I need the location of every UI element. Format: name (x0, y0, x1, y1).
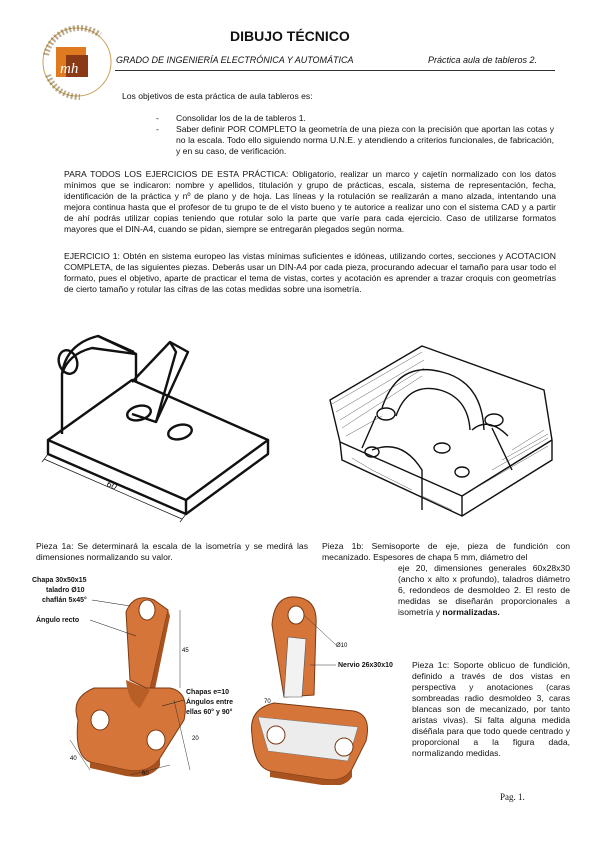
general-instructions: PARA TODOS LOS EJERCICIOS DE ESTA PRÁCTICA: Obligatorio, realizar un marco y cajetín normalizado con los datos mínimos que se indicaron: nombre y apellidos, titulación y grupo de prácticas, escala, sistema de representación, fecha, identificación de la práctica y nº de plano y de hoja. Las líneas y la rotulación se realizarán a mano alzada, intentando una mejora continua hasta que el profesor de tu grupo te de el visto bueno y te autorice a realizar uno con el sistema CAD y a partir de ahí podrás utilizar copias teniendo que rotular solo la parte que varíe para cada ejercicio. Caso de utilizarse formatos mayores que el DIN-A4, cuando se pidan, siempre se entregarán plegados según norma. (64, 169, 556, 234)
label-angulos-2: ellas 60° y 90° (186, 709, 233, 716)
bullet-item: - Saber definir POR COMPLETO la geometría de una pieza con la precisión que aportan las cotas y no la escala. Todo ello siguiendo norma U.N.E. y atendiendo a criterios funcionales, de fabricación, y en su caso, de verificación. (156, 124, 554, 156)
label-chaflan: chaflán 5x45° (42, 597, 87, 604)
caption-piece-1b: eje 20, dimensiones generales 60x28x30 (ancho x alto x profundo), taladros diámetro 6, redondeos de desmoldeo 2. El resto de medidas se diseñarán proporcionales a isometría y normalizadas. (398, 563, 570, 617)
figure-1b-sketch (312, 320, 574, 520)
caption-piece-1b-line1: Pieza 1b: Semisoporte de eje, pieza de fundición con mecanizado. Espesores de chapa 5 mm, diámetro del (322, 541, 570, 562)
dimension-20: 20 (192, 736, 199, 742)
objectives-intro: Los objetivos de esta práctica de aula tableros es: (122, 91, 313, 101)
caption-piece-1c: Pieza 1c: Soporte oblicuo de fundición, definido a través de dos vistas en perspectiva y anotaciones (caras sombreadas radio desmoldeo 3, caras blancas son de mecanizado, por tanto aristas vivas). Si falta alguna medida diséñala para que todo quede centrado y proporcional a la figura dada, normalizando medidas. (412, 660, 570, 758)
dimension-60: 60 (105, 478, 119, 492)
svg-text:mh: mh (60, 61, 79, 77)
exercise-1-statement: EJERCICIO 1: Obtén en sistema europeo las vistas mínimas suficientes e idóneas, utilizando cortes, secciones y ACOTACION COMPLETA, de las siguientes piezas. Deberás usar un DIN-A4 por cada pieza, procurando adecuar el tamaño para usar todo el formato, pues el objetivo, aparte de practicar el tema de vistas, cortes y acotación es aprender a trazar croquis con geometrías de cierto tamaño y rotular las cifras de las cotas medidas sobre una isometría. (64, 251, 556, 294)
bullet-item: - Consolidar los de la de tableros 1. (156, 113, 306, 123)
figure-1a-isometric (36, 322, 286, 527)
practice-label: Práctica aula de tableros 2. (428, 55, 538, 65)
document-title: DIBUJO TÉCNICO (230, 28, 350, 44)
university-logo (40, 25, 115, 100)
page-number: Pag. 1. (500, 792, 525, 802)
caption-piece-1b-bold: normalizadas. (442, 607, 500, 617)
label-angulos-1: Ángulos entre (186, 699, 234, 706)
label-angulo-recto: Ángulo recto (36, 617, 80, 624)
dimension-45: 45 (182, 648, 189, 654)
label-chapa: Chapa 30x50x15 (32, 577, 87, 584)
dimension-40: 40 (70, 756, 77, 762)
label-chapas: Chapas e=10 (186, 689, 229, 696)
dimension-60: 60 (142, 771, 149, 777)
dimension-70: 70 (264, 699, 271, 705)
figure-1c-view-b (244, 585, 409, 785)
figure-1c-view-a (30, 570, 240, 780)
label-nervio: Nervio 26x30x10 (338, 662, 393, 669)
caption-piece-1a: Pieza 1a: Se determinará la escala de la isometría y se medirá las dimensiones normalizando su valor. (36, 541, 308, 562)
label-d10: Ø10 (336, 643, 348, 649)
label-taladro: taladro Ø10 (46, 587, 85, 594)
degree-subtitle: GRADO DE INGENIERÍA ELECTRÓNICA Y AUTOMÁTICA (116, 55, 354, 65)
header-divider (115, 70, 555, 71)
